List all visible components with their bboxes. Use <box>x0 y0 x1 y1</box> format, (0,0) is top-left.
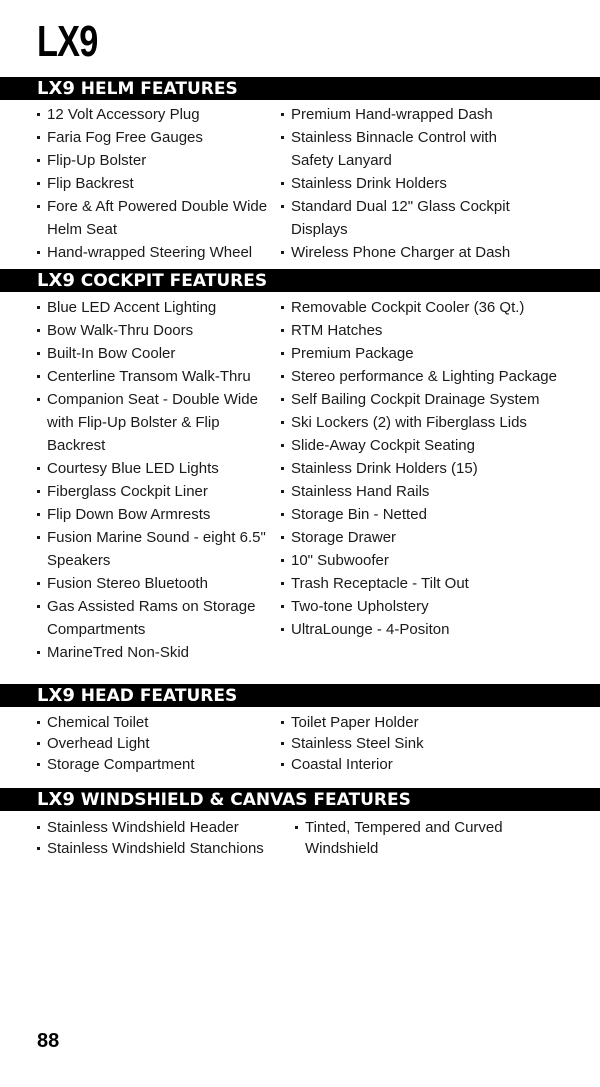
list-item: 12 Volt Accessory Plug <box>37 103 269 126</box>
list-item: Centerline Transom Walk-Thru <box>37 365 269 388</box>
list-item: UltraLounge - 4-Positon <box>281 618 571 641</box>
page-number: 88 <box>37 1030 60 1052</box>
list-item: Gas Assisted Rams on Storage Compartments <box>37 595 269 641</box>
list-item: Premium Hand-wrapped Dash <box>281 103 521 126</box>
list-item: Wireless Phone Charger at Dash <box>281 241 521 264</box>
cockpit-heading: COCKPIT FEATURES <box>80 271 268 291</box>
list-item: Ski Lockers (2) with Fiberglass Lids <box>281 411 571 434</box>
list-item: Stainless Windshield Stanchions <box>37 838 277 859</box>
list-item: Stainless Binnacle Control with Safety Lanyard <box>281 126 521 172</box>
helm-model-label: LX9 <box>37 78 75 99</box>
windshield-heading: WINDSHIELD & CANVAS FEATURES <box>80 790 411 810</box>
list-item: Toilet Paper Holder <box>281 712 521 733</box>
list-item: 10" Subwoofer <box>281 549 571 572</box>
list-item: Standard Dual 12" Glass Cockpit Displays <box>281 195 521 241</box>
list-item: Storage Bin - Netted <box>281 503 571 526</box>
list-item: Built-In Bow Cooler <box>37 342 269 365</box>
list-item: Hand-wrapped Steering Wheel <box>37 241 269 264</box>
list-item: Stainless Drink Holders <box>281 172 521 195</box>
list-item: Tinted, Tempered and Curved Windshield <box>295 817 505 859</box>
helm-features-left-list <box>37 103 269 264</box>
list-item: Faria Fog Free Gauges <box>37 126 269 149</box>
list-item: Coastal Interior <box>281 754 521 775</box>
list-item: Trash Receptacle - Tilt Out <box>281 572 571 595</box>
list-item: Two-tone Upholstery <box>281 595 571 618</box>
cockpit-features-left-list <box>37 296 269 664</box>
list-item: Blue LED Accent Lighting <box>37 296 269 319</box>
head-heading: HEAD FEATURES <box>80 686 238 706</box>
list-item: Flip-Up Bolster <box>37 149 269 172</box>
list-item: Storage Drawer <box>281 526 571 549</box>
list-item: Fusion Stereo Bluetooth <box>37 572 269 595</box>
helm-heading: HELM FEATURES <box>80 79 238 99</box>
list-item: Stainless Hand Rails <box>281 480 571 503</box>
page-title: LX9 <box>37 17 98 66</box>
list-item: Overhead Light <box>37 733 269 754</box>
list-item: Stainless Windshield Header <box>37 817 277 838</box>
list-item: Stainless Steel Sink <box>281 733 521 754</box>
helm-features-right-list <box>281 103 521 264</box>
head-features-header <box>0 684 600 707</box>
list-item: Stereo performance & Lighting Package <box>281 365 571 388</box>
list-item: Companion Seat - Double Wide with Flip-Up Bolster & Flip Backrest <box>37 388 269 457</box>
list-item: MarineTred Non-Skid <box>37 641 269 664</box>
windshield-features-left-list <box>37 817 277 859</box>
windshield-canvas-features-header <box>0 788 600 811</box>
list-item: Bow Walk-Thru Doors <box>37 319 269 342</box>
cockpit-features-right-list <box>281 296 571 641</box>
list-item: Slide-Away Cockpit Seating <box>281 434 571 457</box>
cockpit-model-label: LX9 <box>37 270 75 291</box>
windshield-model-label: LX9 <box>37 789 75 810</box>
head-model-label: LX9 <box>37 685 75 706</box>
list-item: Courtesy Blue LED Lights <box>37 457 269 480</box>
list-item: Self Bailing Cockpit Drainage System <box>281 388 571 411</box>
head-features-right-list <box>281 712 521 775</box>
windshield-features-right-list <box>295 817 505 859</box>
helm-features-header <box>0 77 600 100</box>
list-item: Flip Down Bow Armrests <box>37 503 269 526</box>
list-item: RTM Hatches <box>281 319 571 342</box>
list-item: Premium Package <box>281 342 571 365</box>
list-item: Flip Backrest <box>37 172 269 195</box>
head-features-left-list <box>37 712 269 775</box>
list-item: Stainless Drink Holders (15) <box>281 457 571 480</box>
list-item: Storage Compartment <box>37 754 269 775</box>
list-item: Fusion Marine Sound - eight 6.5" Speakers <box>37 526 269 572</box>
list-item: Fiberglass Cockpit Liner <box>37 480 269 503</box>
list-item: Fore & Aft Powered Double Wide Helm Seat <box>37 195 269 241</box>
cockpit-features-header <box>0 269 600 292</box>
list-item: Removable Cockpit Cooler (36 Qt.) <box>281 296 571 319</box>
list-item: Chemical Toilet <box>37 712 269 733</box>
